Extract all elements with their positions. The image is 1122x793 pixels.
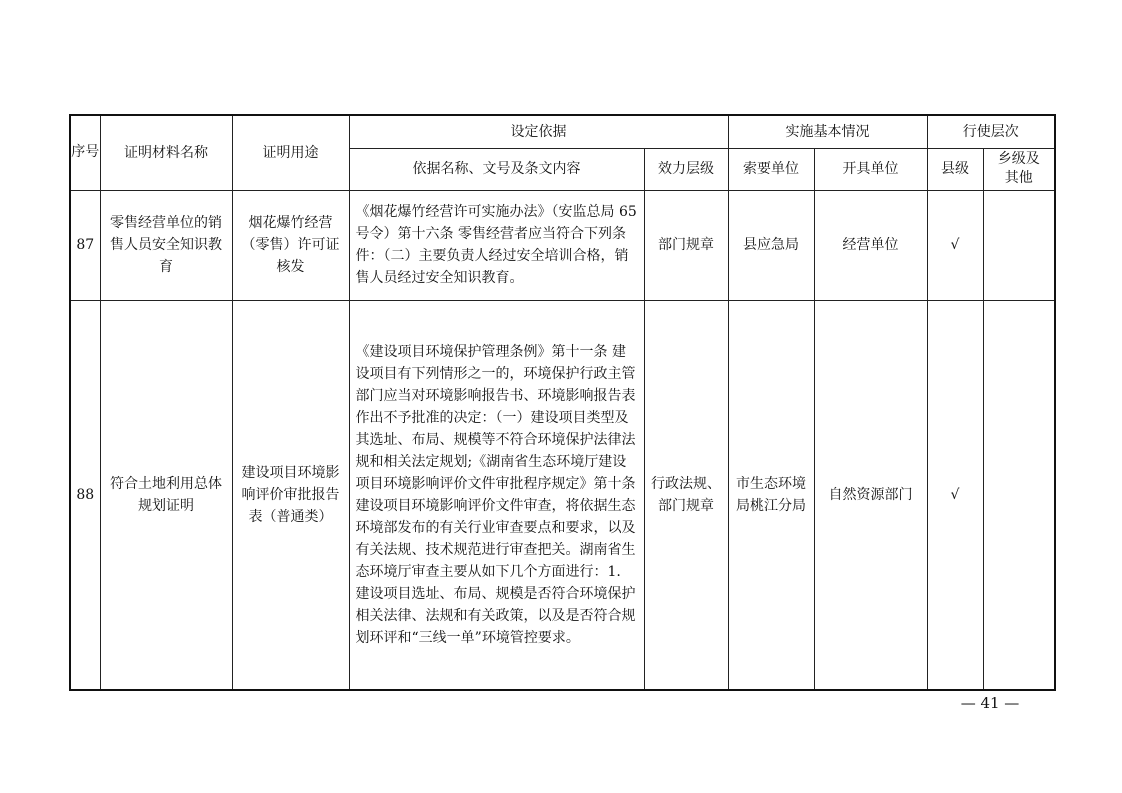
row-usage: 建设项目环境影响评价审批报告表（普通类） xyxy=(232,300,349,690)
header-basis-group: 设定依据 xyxy=(349,115,728,148)
header-row-1 xyxy=(70,115,1055,148)
row-request-unit: 市生态环境局桃江分局 xyxy=(728,300,814,690)
header-request-unit: 索要单位 xyxy=(728,148,814,190)
table-row xyxy=(70,190,1055,300)
header-implement-group: 实施基本情况 xyxy=(728,115,927,148)
row-request-unit: 县应急局 xyxy=(728,190,814,300)
row-material-name: 零售经营单位的销售人员安全知识教育 xyxy=(100,190,232,300)
row-basis: 《建设项目环境保护管理条例》第十一条 建设项目有下列情形之一的，环境保护行政主管部门应当对环境影响报告书、环境影响报告表作出不予批准的决定：（一）建设项目类型及其选址、布局、规模等不符合环境保护法律法规和相关法定规划;《湖南省生态环境厅建设项目环境影响评价文件审批程序规定》第十条 建设项目环境影响评价文件审查，将依据生态环境部发布的有关行业审查要点和要求，以及有关法规、技术规范进行审查把关。湖南省生态环境厅审查主要从如下几个方面进行：1. 建设项目选址、布局、规模是否符合环境保护相关法律、法规和有关政策，以及是否符合规划环评和“三线一单”环境管控要求。 xyxy=(349,300,644,690)
header-usage: 证明用途 xyxy=(232,115,349,190)
row-issue-unit: 经营单位 xyxy=(814,190,927,300)
row-issue-unit: 自然资源部门 xyxy=(814,300,927,690)
row-township-check xyxy=(983,300,1055,690)
row-township-check xyxy=(983,190,1055,300)
header-township: 乡级及其他 xyxy=(983,148,1055,190)
header-issue-unit: 开具单位 xyxy=(814,148,927,190)
row-usage: 烟花爆竹经营（零售）许可证核发 xyxy=(232,190,349,300)
header-county: 县级 xyxy=(927,148,983,190)
certification-table xyxy=(69,114,1056,691)
row-seq: 88 xyxy=(70,300,100,690)
header-level-group: 行使层次 xyxy=(927,115,1055,148)
page-number: — 41 — xyxy=(960,694,1020,712)
header-seq: 序号 xyxy=(70,115,100,190)
row-effect-level: 行政法规、部门规章 xyxy=(644,300,728,690)
row-county-check: √ xyxy=(927,190,983,300)
header-basis-name: 依据名称、文号及条文内容 xyxy=(349,148,644,190)
row-effect-level: 部门规章 xyxy=(644,190,728,300)
table-row xyxy=(70,300,1055,690)
row-seq: 87 xyxy=(70,190,100,300)
header-effect-level: 效力层级 xyxy=(644,148,728,190)
row-county-check: √ xyxy=(927,300,983,690)
header-material-name: 证明材料名称 xyxy=(100,115,232,190)
row-basis: 《烟花爆竹经营许可实施办法》（安监总局 65 号令）第十六条 零售经营者应当符合下列条件：（二）主要负责人经过安全培训合格，销售人员经过安全知识教育。 xyxy=(349,190,644,300)
row-material-name: 符合土地利用总体规划证明 xyxy=(100,300,232,690)
